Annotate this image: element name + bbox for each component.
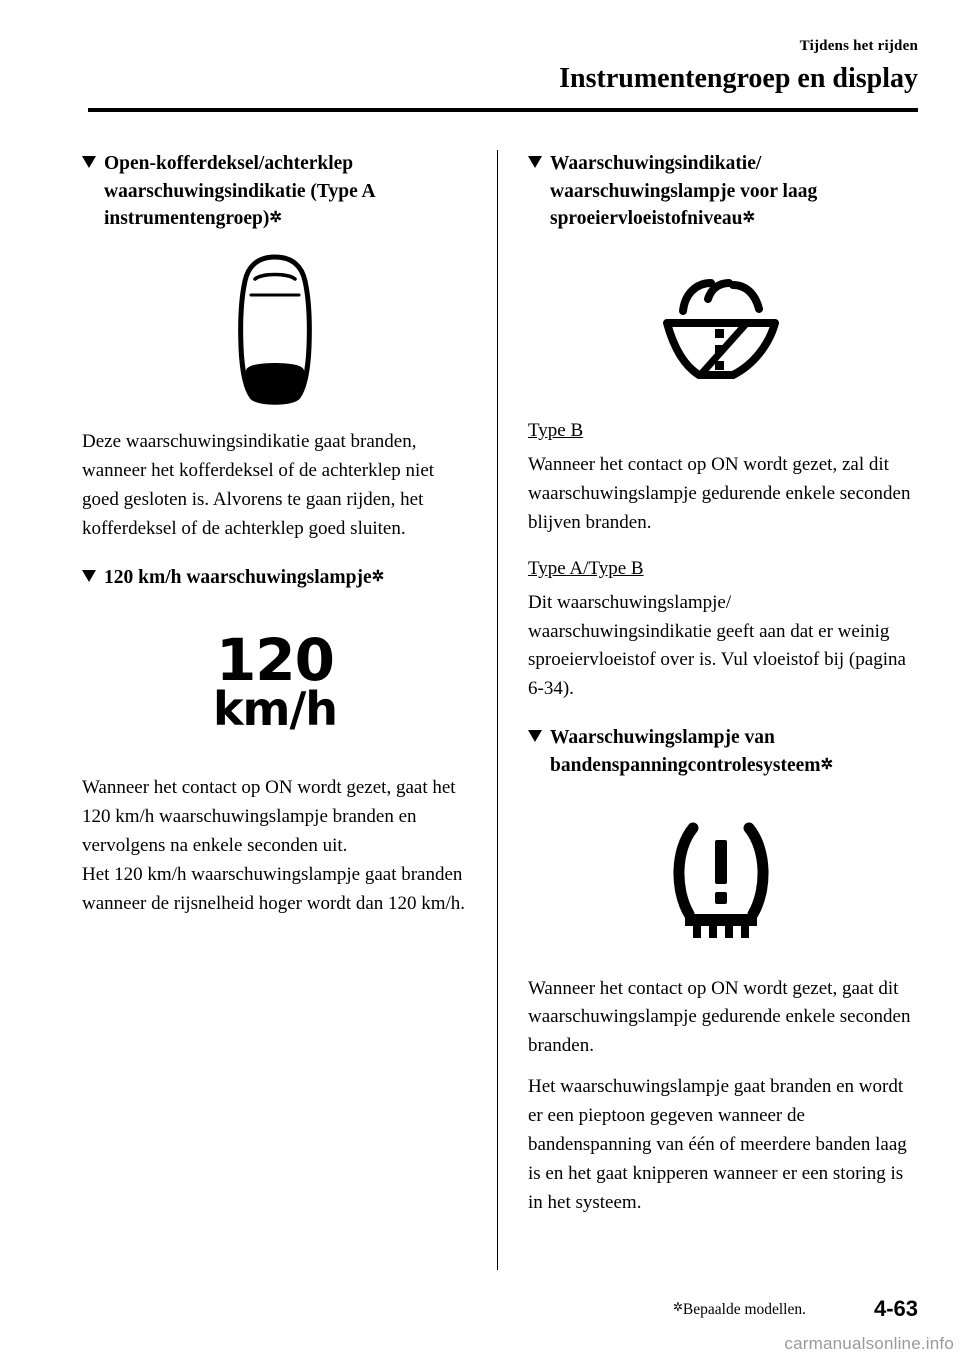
triangle-bullet-icon [528, 730, 542, 742]
heading-line-2: bandenspanningcontrolesysteem [550, 754, 821, 776]
header-divider [88, 108, 918, 112]
kmh-figure-number: 120 [215, 626, 335, 695]
footnote-asterisk: ✲ [672, 1300, 683, 1314]
triangle-bullet-icon [528, 156, 542, 168]
heading-asterisk: ✲ [269, 210, 282, 227]
heading-line-2: waarschuwingslampje voor laag [550, 180, 818, 202]
open-trunk-tailgate-warning-icon [82, 251, 468, 416]
low-washer-fluid-icon [528, 271, 914, 396]
section-heading-120kmh [82, 564, 468, 592]
triangle-bullet-icon [82, 156, 96, 168]
triangle-bullet-icon [82, 570, 96, 582]
watermark: carmanualsonline.info [784, 1334, 954, 1353]
120kmh-paragraph-2: Het 120 km/h waarschuwingslampje gaat branden wanneer de rijsnelheid hoger wordt dan 120 km/h. [82, 863, 466, 914]
heading-asterisk: ✲ [371, 568, 385, 585]
washer-paragraph-1: Wanneer het contact op ON wordt gezet, zal dit waarschuwingslampje gedurende enkele seconden blijven branden. [528, 454, 911, 533]
section-heading-washer-fluid [528, 150, 914, 233]
section-heading-tpms [528, 724, 914, 779]
heading-line-3: sproeiervloeistofniveau [550, 208, 743, 230]
right-column [528, 150, 914, 1218]
footnote-text: Bepaalde modellen. [682, 1301, 806, 1318]
washer-paragraph-2: Dit waarschuwingslampje/ waarschuwingsindikatie geeft aan dat er weinig sproeiervloeistof over is. Vul vloeistof bij (pagina 6-34). [528, 591, 906, 700]
kmh-figure-unit: km/h [212, 682, 338, 737]
footnote [673, 1300, 806, 1319]
heading-line-3: instrumentengroep) [104, 208, 270, 230]
heading-line-1: Waarschuwingslampje van [550, 727, 775, 749]
tire-pressure-monitoring-icon [528, 814, 914, 949]
page-header [88, 38, 918, 95]
heading-asterisk: ✲ [820, 756, 834, 773]
open-trunk-paragraph: Deze waarschuwingsindikatie gaat branden, wanneer het kofferdeksel of de achterklep niet goed gesloten is. Alvorens te gaan rijden, het kofferdeksel of de achterklep goed sluiten. [82, 431, 435, 539]
heading-line-1: Open-kofferdeksel/achterklep [104, 153, 354, 174]
heading-asterisk: ✲ [742, 210, 756, 227]
section-heading-open-trunk [82, 150, 468, 233]
page-number: 4-63 [873, 1296, 918, 1321]
page-footer [82, 1296, 918, 1326]
subhead-type-b: Type B [528, 420, 584, 442]
120kmh-paragraph-1: Wanneer het contact op ON wordt gezet, gaat het 120 km/h waarschuwingslampje branden en vervolgens na enkele seconden uit. [82, 777, 456, 856]
header-eyebrow: Tijdens het rijden [799, 38, 918, 54]
tpms-paragraph-1: Wanneer het contact op ON wordt gezet, gaat dit waarschuwingslampje gedurende enkele seconden branden. [528, 977, 911, 1057]
page-title: Instrumentengroep en display [559, 63, 918, 94]
heading-text: 120 km/h waarschuwingslampje [104, 566, 372, 588]
subhead-type-a-b: Type A/Type B [528, 557, 644, 579]
heading-line-2: waarschuwingsindikatie (Type A [104, 180, 376, 202]
heading-line-1: Waarschuwingsindikatie/ [550, 153, 762, 174]
120-kmh-warning-icon [82, 626, 468, 737]
column-divider [497, 150, 498, 1270]
tpms-paragraph-2: Het waarschuwingslampje gaat branden en wordt er een pieptoon gegeven wanneer de bandenspanning van één of meerdere banden laag is en het gaat knipperen wanneer er een storing is in het systeem. [528, 1076, 907, 1213]
left-column [82, 150, 468, 918]
